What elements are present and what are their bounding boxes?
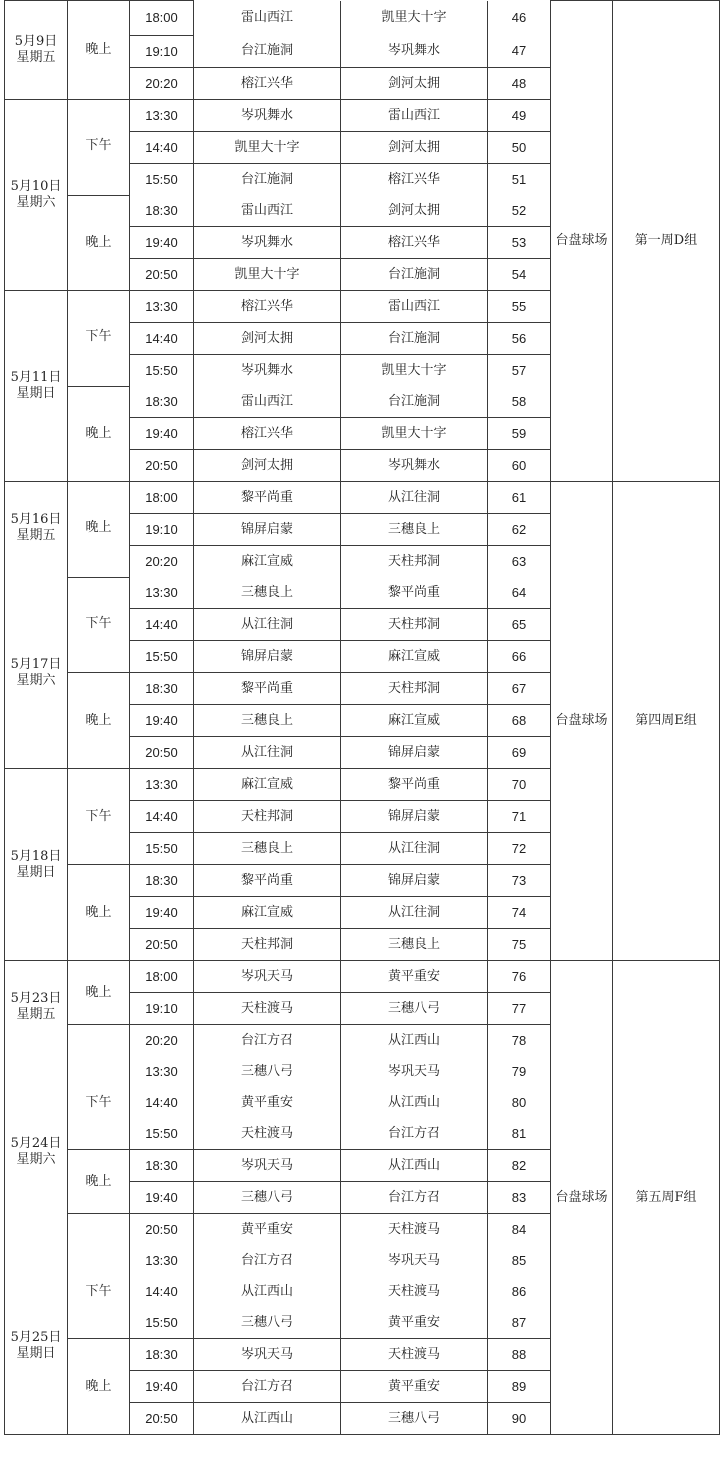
period-cell: 下午 <box>68 577 130 673</box>
match-time: 15:50 <box>130 1118 194 1150</box>
match-time: 20:50 <box>130 1214 194 1246</box>
home-team: 麻江宣威 <box>194 769 341 801</box>
away-team: 台江方召 <box>341 1182 488 1214</box>
away-team: 凯里大十字 <box>341 418 488 450</box>
home-team: 台江施洞 <box>194 36 341 68</box>
home-team: 三穗良上 <box>194 705 341 737</box>
match-time: 15:50 <box>130 164 194 196</box>
home-team: 三穗良上 <box>194 577 341 609</box>
away-team: 黎平尚重 <box>341 577 488 609</box>
match-time: 14:40 <box>130 1276 194 1307</box>
home-team: 榕江兴华 <box>194 291 341 323</box>
match-number: 65 <box>488 609 551 641</box>
date-label: 5月25日 <box>10 1330 62 1345</box>
home-team: 三穗八弓 <box>194 1182 341 1214</box>
away-team: 从江西山 <box>341 1025 488 1057</box>
match-time: 19:10 <box>130 993 194 1025</box>
away-team: 台江施洞 <box>341 323 488 355</box>
home-team: 岑巩舞水 <box>194 100 341 132</box>
match-time: 18:30 <box>130 1339 194 1371</box>
away-team: 从江往洞 <box>341 482 488 514</box>
away-team: 黄平重安 <box>341 1307 488 1339</box>
date-label: 5月16日 <box>10 512 62 527</box>
away-team: 雷山西江 <box>341 291 488 323</box>
match-time: 20:50 <box>130 1403 194 1435</box>
home-team: 剑河太拥 <box>194 450 341 482</box>
away-team: 从江往洞 <box>341 897 488 929</box>
match-number: 49 <box>488 100 551 132</box>
away-team: 台江施洞 <box>341 386 488 418</box>
home-team: 黎平尚重 <box>194 865 341 897</box>
home-team: 凯里大十字 <box>194 132 341 164</box>
match-time: 19:40 <box>130 705 194 737</box>
match-time: 20:50 <box>130 929 194 961</box>
weekday-label: 星期六 <box>16 1152 56 1167</box>
weekday-label: 星期五 <box>16 1007 56 1022</box>
match-number: 89 <box>488 1371 551 1403</box>
match-time: 18:30 <box>130 195 194 227</box>
weekday-label: 星期五 <box>16 50 56 65</box>
home-team: 岑巩天马 <box>194 961 341 993</box>
away-team: 雷山西江 <box>341 100 488 132</box>
period-cell: 下午 <box>68 100 130 196</box>
date-cell <box>5 1 68 100</box>
match-number: 80 <box>488 1087 551 1118</box>
home-team: 雷山西江 <box>194 1 341 36</box>
weekday-label: 星期六 <box>16 195 56 210</box>
table-row <box>5 961 720 993</box>
match-number: 81 <box>488 1118 551 1150</box>
match-number: 53 <box>488 227 551 259</box>
date-label: 5月23日 <box>10 991 62 1006</box>
period-cell: 晚上 <box>68 1150 130 1214</box>
match-time: 20:20 <box>130 1025 194 1057</box>
home-team: 黎平尚重 <box>194 673 341 705</box>
weekday-label: 星期五 <box>16 528 56 543</box>
venue-cell: 台盘球场 <box>551 961 613 1435</box>
period-cell: 晚上 <box>68 482 130 578</box>
away-team: 三穗良上 <box>341 929 488 961</box>
table-row <box>5 1 720 36</box>
match-number: 82 <box>488 1150 551 1182</box>
match-time: 15:50 <box>130 355 194 387</box>
home-team: 台江方召 <box>194 1371 341 1403</box>
match-number: 57 <box>488 355 551 387</box>
away-team: 岑巩舞水 <box>341 450 488 482</box>
match-time: 15:50 <box>130 641 194 673</box>
date-label: 5月10日 <box>10 179 62 194</box>
home-team: 从江西山 <box>194 1276 341 1307</box>
match-time: 18:30 <box>130 1150 194 1182</box>
match-time: 15:50 <box>130 1307 194 1339</box>
away-team: 三穗八弓 <box>341 993 488 1025</box>
home-team: 岑巩舞水 <box>194 355 341 387</box>
match-time: 13:30 <box>130 1056 194 1087</box>
match-time: 19:40 <box>130 227 194 259</box>
match-time: 20:20 <box>130 546 194 578</box>
match-number: 66 <box>488 641 551 673</box>
home-team: 岑巩舞水 <box>194 227 341 259</box>
period-cell: 晚上 <box>68 1 130 100</box>
match-time: 15:50 <box>130 833 194 865</box>
period-cell: 下午 <box>68 1214 130 1339</box>
home-team: 天柱邦洞 <box>194 801 341 833</box>
period-cell: 下午 <box>68 291 130 387</box>
match-time: 13:30 <box>130 769 194 801</box>
home-team: 凯里大十字 <box>194 259 341 291</box>
date-cell <box>5 961 68 1435</box>
date-label: 5月18日 <box>10 848 62 864</box>
away-team: 从江往洞 <box>341 833 488 865</box>
away-team: 从江西山 <box>341 1150 488 1182</box>
match-number: 85 <box>488 1245 551 1276</box>
away-team: 凯里大十字 <box>341 355 488 387</box>
match-number: 68 <box>488 705 551 737</box>
match-number: 59 <box>488 418 551 450</box>
venue-cell: 台盘球场 <box>551 1 613 482</box>
away-team: 剑河太拥 <box>341 68 488 100</box>
match-time: 14:40 <box>130 132 194 164</box>
match-number: 67 <box>488 673 551 705</box>
away-team: 锦屏启蒙 <box>341 801 488 833</box>
venue-cell: 台盘球场 <box>551 482 613 961</box>
home-team: 三穗良上 <box>194 833 341 865</box>
match-time: 18:30 <box>130 673 194 705</box>
home-team: 剑河太拥 <box>194 323 341 355</box>
match-number: 75 <box>488 929 551 961</box>
match-number: 46 <box>488 1 551 36</box>
table-row <box>5 482 720 514</box>
away-team: 从江西山 <box>341 1087 488 1118</box>
weekday-label: 星期日 <box>16 386 56 401</box>
weekday-label: 星期六 <box>16 673 56 688</box>
match-time: 14:40 <box>130 323 194 355</box>
period-cell: 晚上 <box>68 865 130 961</box>
date-label: 5月17日 <box>10 657 62 672</box>
match-number: 86 <box>488 1276 551 1307</box>
away-team: 岑巩舞水 <box>341 36 488 68</box>
weekday-label: 星期日 <box>16 864 56 880</box>
away-team: 天柱邦洞 <box>341 609 488 641</box>
match-number: 51 <box>488 164 551 196</box>
home-team: 锦屏启蒙 <box>194 641 341 673</box>
date-cell <box>5 100 68 291</box>
date-label: 5月11日 <box>10 370 62 385</box>
away-team: 岑巩天马 <box>341 1056 488 1087</box>
away-team: 黎平尚重 <box>341 769 488 801</box>
home-team: 三穗八弓 <box>194 1056 341 1087</box>
match-number: 58 <box>488 386 551 418</box>
period-cell: 下午 <box>68 769 130 865</box>
match-number: 79 <box>488 1056 551 1087</box>
match-time: 13:30 <box>130 291 194 323</box>
match-number: 74 <box>488 897 551 929</box>
home-team: 三穗八弓 <box>194 1307 341 1339</box>
match-number: 84 <box>488 1214 551 1246</box>
match-number: 62 <box>488 514 551 546</box>
match-number: 63 <box>488 546 551 578</box>
match-number: 78 <box>488 1025 551 1057</box>
away-team: 剑河太拥 <box>341 132 488 164</box>
match-number: 90 <box>488 1403 551 1435</box>
match-number: 47 <box>488 36 551 68</box>
period-cell: 晚上 <box>68 386 130 482</box>
match-number: 55 <box>488 291 551 323</box>
period-cell: 下午 <box>68 1025 130 1150</box>
match-number: 88 <box>488 1339 551 1371</box>
away-team: 天柱邦洞 <box>341 673 488 705</box>
match-time: 20:50 <box>130 259 194 291</box>
round-group-cell: 第四周E组 <box>613 482 720 961</box>
round-group-cell: 第一周D组 <box>613 1 720 482</box>
away-team: 麻江宣威 <box>341 705 488 737</box>
away-team: 麻江宣威 <box>341 641 488 673</box>
home-team: 榕江兴华 <box>194 68 341 100</box>
home-team: 黄平重安 <box>194 1087 341 1118</box>
match-time: 18:30 <box>130 386 194 418</box>
home-team: 岑巩天马 <box>194 1339 341 1371</box>
match-time: 18:30 <box>130 865 194 897</box>
match-time: 14:40 <box>130 801 194 833</box>
away-team: 锦屏启蒙 <box>341 865 488 897</box>
match-time: 20:50 <box>130 450 194 482</box>
match-number: 56 <box>488 323 551 355</box>
match-time: 20:50 <box>130 737 194 769</box>
date-cell <box>5 769 68 961</box>
home-team: 雷山西江 <box>194 195 341 227</box>
match-number: 64 <box>488 577 551 609</box>
match-time: 18:00 <box>130 482 194 514</box>
match-time: 14:40 <box>130 609 194 641</box>
date-label: 5月24日 <box>10 1136 62 1151</box>
match-schedule-table <box>4 0 720 1435</box>
match-time: 13:30 <box>130 100 194 132</box>
match-number: 54 <box>488 259 551 291</box>
period-cell: 晚上 <box>68 1339 130 1435</box>
period-cell: 晚上 <box>68 673 130 769</box>
home-team: 从江往洞 <box>194 609 341 641</box>
home-team: 台江方召 <box>194 1245 341 1276</box>
weekday-label: 星期日 <box>16 1346 56 1361</box>
away-team: 天柱渡马 <box>341 1214 488 1246</box>
match-number: 77 <box>488 993 551 1025</box>
away-team: 天柱渡马 <box>341 1276 488 1307</box>
away-team: 黄平重安 <box>341 1371 488 1403</box>
home-team: 黄平重安 <box>194 1214 341 1246</box>
match-number: 48 <box>488 68 551 100</box>
match-number: 73 <box>488 865 551 897</box>
match-time: 19:40 <box>130 1371 194 1403</box>
period-cell: 晚上 <box>68 961 130 1025</box>
match-time: 18:00 <box>130 1 194 36</box>
home-team: 锦屏启蒙 <box>194 514 341 546</box>
match-time: 14:40 <box>130 1087 194 1118</box>
match-number: 50 <box>488 132 551 164</box>
match-time: 19:40 <box>130 897 194 929</box>
away-team: 岑巩天马 <box>341 1245 488 1276</box>
match-number: 52 <box>488 195 551 227</box>
home-team: 从江往洞 <box>194 737 341 769</box>
away-team: 台江方召 <box>341 1118 488 1150</box>
away-team: 凯里大十字 <box>341 1 488 36</box>
home-team: 台江施洞 <box>194 164 341 196</box>
home-team: 台江方召 <box>194 1025 341 1057</box>
match-time: 19:40 <box>130 418 194 450</box>
away-team: 三穗八弓 <box>341 1403 488 1435</box>
home-team: 天柱邦洞 <box>194 929 341 961</box>
away-team: 天柱渡马 <box>341 1339 488 1371</box>
match-time: 19:40 <box>130 1182 194 1214</box>
home-team: 从江西山 <box>194 1403 341 1435</box>
match-number: 69 <box>488 737 551 769</box>
home-team: 天柱渡马 <box>194 993 341 1025</box>
away-team: 台江施洞 <box>341 259 488 291</box>
home-team: 天柱渡马 <box>194 1118 341 1150</box>
date-cell <box>5 482 68 769</box>
match-number: 70 <box>488 769 551 801</box>
away-team: 剑河太拥 <box>341 195 488 227</box>
home-team: 麻江宣威 <box>194 546 341 578</box>
home-team: 黎平尚重 <box>194 482 341 514</box>
away-team: 三穗良上 <box>341 514 488 546</box>
home-team: 榕江兴华 <box>194 418 341 450</box>
match-time: 19:10 <box>130 36 194 68</box>
match-time: 13:30 <box>130 577 194 609</box>
match-number: 60 <box>488 450 551 482</box>
match-number: 83 <box>488 1182 551 1214</box>
period-cell: 晚上 <box>68 195 130 291</box>
date-label: 5月9日 <box>14 34 58 49</box>
away-team: 天柱邦洞 <box>341 546 488 578</box>
away-team: 锦屏启蒙 <box>341 737 488 769</box>
match-number: 72 <box>488 833 551 865</box>
home-team: 雷山西江 <box>194 386 341 418</box>
home-team: 岑巩天马 <box>194 1150 341 1182</box>
away-team: 榕江兴华 <box>341 227 488 259</box>
match-number: 76 <box>488 961 551 993</box>
date-cell <box>5 291 68 482</box>
match-time: 20:20 <box>130 68 194 100</box>
match-time: 19:10 <box>130 514 194 546</box>
home-team: 麻江宣威 <box>194 897 341 929</box>
match-number: 87 <box>488 1307 551 1339</box>
away-team: 榕江兴华 <box>341 164 488 196</box>
match-number: 61 <box>488 482 551 514</box>
round-group-cell: 第五周F组 <box>613 961 720 1435</box>
away-team: 黄平重安 <box>341 961 488 993</box>
match-number: 71 <box>488 801 551 833</box>
match-time: 13:30 <box>130 1245 194 1276</box>
match-time: 18:00 <box>130 961 194 993</box>
